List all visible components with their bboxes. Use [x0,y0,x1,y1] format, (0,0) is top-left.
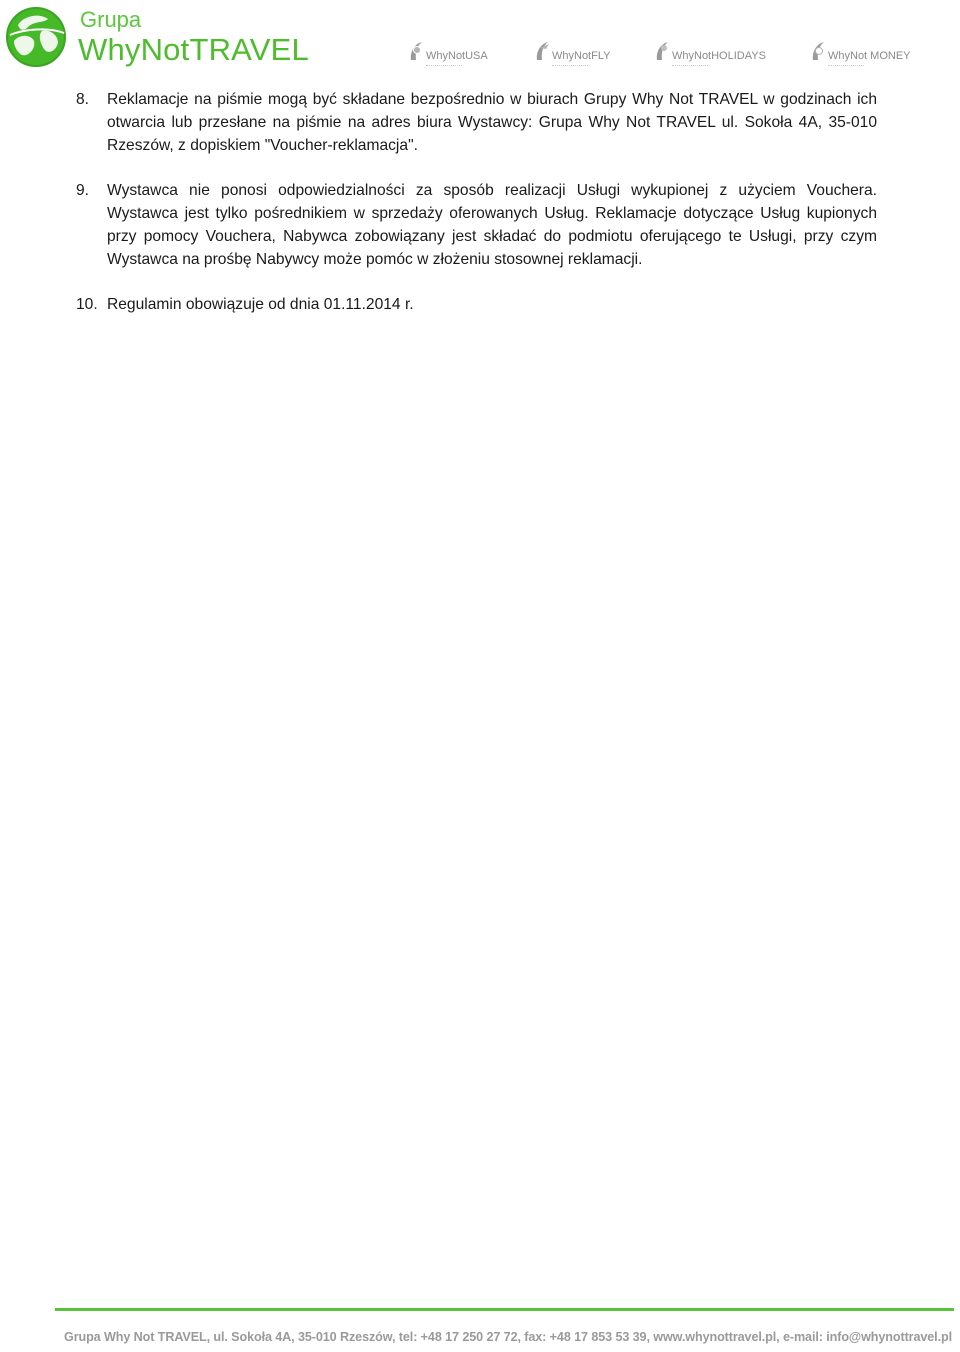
clause-10 [76,293,877,316]
sub-brand-logo [534,40,610,70]
clause-9 [76,179,877,271]
sub-brand-tagline [828,65,864,67]
globe-logo-icon [4,5,68,69]
sub-brand-tagline [672,65,708,67]
clause-text: Reklamacje na piśmie mogą być składane bezpośrednio w biurach Grupy Why Not TRAVEL w godzinach ich otwarcia lub przesłane na piśmie na adres biura Wystawcy: Grupa Why Not TRAVEL ul. Sokoła 4A, 35-010 Rzeszów, z dopiskiem "Voucher-reklamacja". [107,91,877,154]
sub-brand-logo [654,40,766,70]
footer-divider [55,1308,954,1311]
brand-name [78,34,309,65]
sub-brand-logos [408,40,911,70]
sub-brand-logo [408,40,488,70]
brand-logo [4,4,309,70]
clause-text: Wystawca nie ponosi odpowiedzialności za sposób realizacji Usługi wykupionej z użyciem Vouchera. Wystawca jest tylko pośrednikiem w sprzedaży oferowanych Usług. Reklamacje dotyczące Usług kupionych przy pomocy Vouchera, Nabywca zobowiązany jest składać do podmiotu oferującego te Usługi, przy czym Wystawca na prośbę Nabywcy może pomóc w złożeniu stosownej reklamacji. [107,182,877,268]
swoosh-icon [654,40,670,62]
clause-number: 8. [76,91,90,108]
sub-brand-logo [810,40,911,70]
sub-brand-name: WhyNotHOLIDAYS [672,50,766,62]
clause-number: 9. [76,182,90,199]
sub-brand-tagline [426,65,462,67]
sub-brand-name: WhyNotFLY [552,50,611,62]
swoosh-icon [810,40,826,62]
clause-8 [76,88,877,157]
brand-group-label: Grupa [80,7,142,32]
clause-number: 10. [76,296,98,313]
sub-brand-name: WhyNotUSA [426,50,488,62]
page-header [0,0,960,80]
clause-text: Regulamin obowiązuje od dnia 01.11.2014 r. [107,296,414,313]
document-body [76,88,877,316]
footer-contact-info: Grupa Why Not TRAVEL, ul. Sokoła 4A, 35-010 Rzeszów, tel: +48 17 250 27 72, fax: +48 17 853 53 39, www.whynottravel.pl, e-mail: info@whynottravel.pl [64,1330,952,1344]
brand-name-part-2: TRAVEL [189,32,309,67]
swoosh-icon [534,40,550,62]
sub-brand-name: WhyNot MONEY [828,50,911,62]
brand-name-part-1: WhyNot [78,32,190,67]
sub-brand-tagline [552,65,588,67]
swoosh-icon [408,40,424,62]
